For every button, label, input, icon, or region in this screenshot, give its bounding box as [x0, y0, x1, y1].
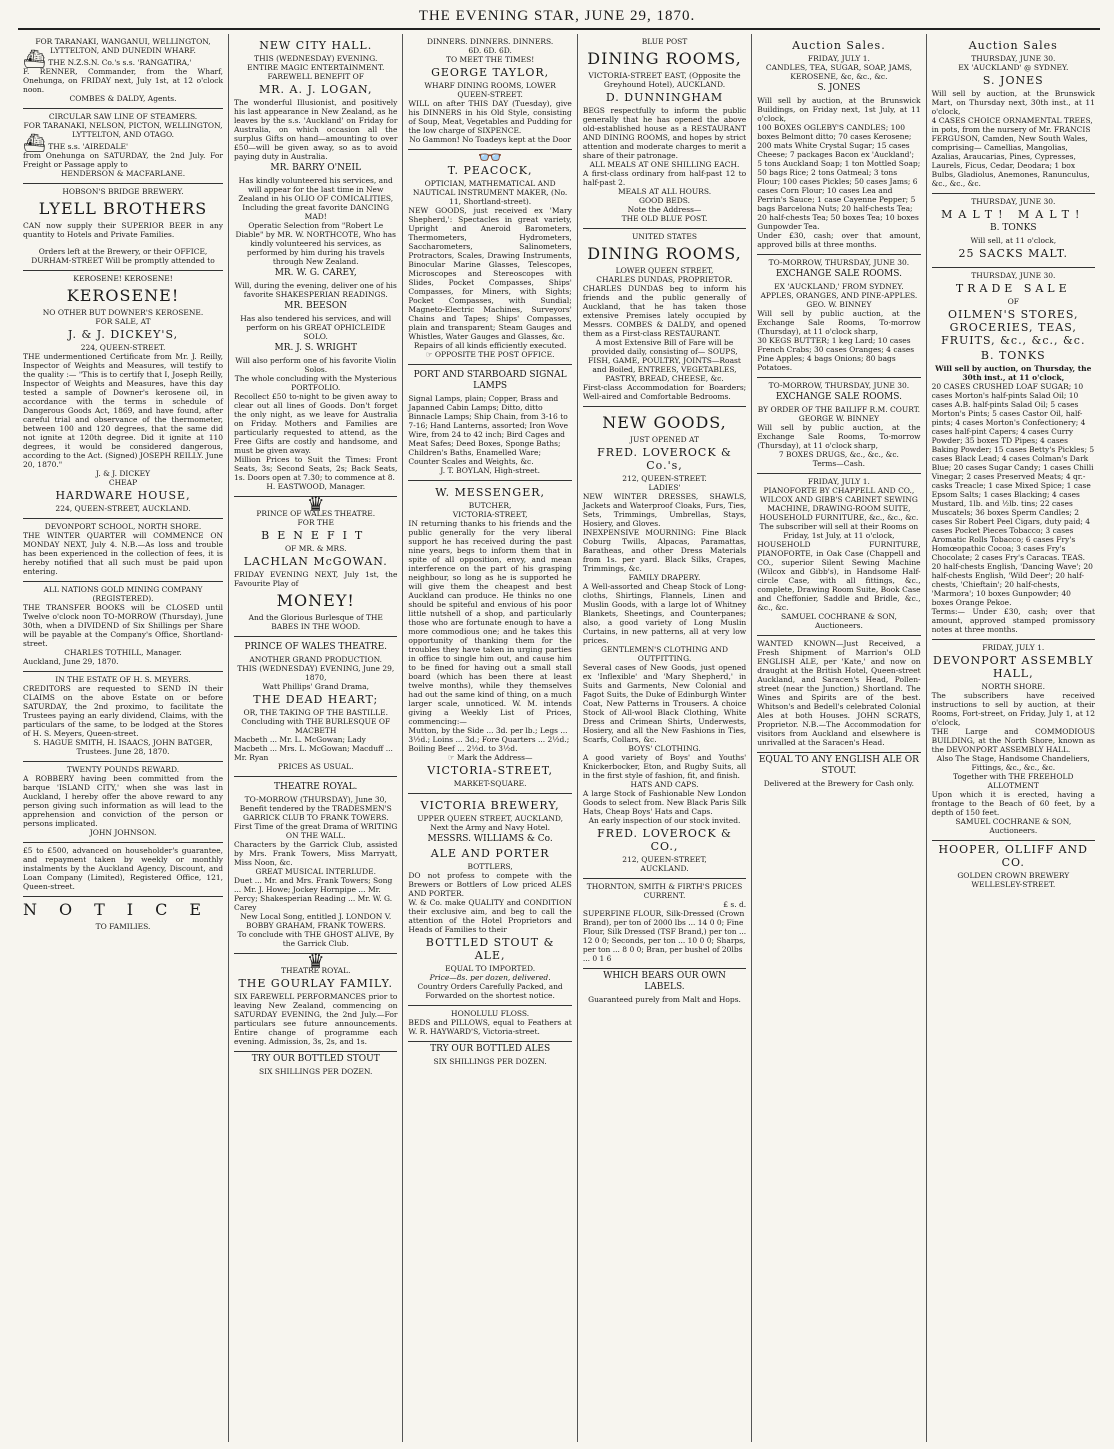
- ad-text: OF MR. & MRS.: [284, 544, 347, 553]
- masthead: THE EVENING STAR, JUNE 29, 1870.: [418, 8, 696, 24]
- ad-text: EX 'AUCKLAND,' FROM SYDNEY.: [774, 282, 904, 291]
- ad-text: THE N.Z.S.N. Co.'s s.s. 'RANGATIRA,': [48, 58, 192, 67]
- ad-subheading: FAMILY DRAPERY.: [628, 573, 701, 582]
- ad-subheading: GEO. W. BINNEY: [806, 300, 872, 309]
- ad-text: GOOD BEDS.: [639, 196, 690, 205]
- ad-ship-line: [23, 133, 223, 154]
- ad-text: VICTORIA-STREET,: [452, 510, 528, 519]
- ad-body: THE TRANSFER BOOKS will be CLOSED until Twelve o'clock noon TO-MORROW (Thursday), June 30th, when a DIVIDEND of Six Shillings per Share will be payable at the Company's Office, Shortland-street.: [23, 603, 224, 648]
- ad-title: TRY OUR BOTTLED ALES: [430, 1044, 551, 1054]
- ad-title: MONEY!: [276, 591, 355, 610]
- ad-subheading: MR. BARRY O'NEIL: [270, 163, 362, 173]
- ad-title: 25 SACKS MALT.: [958, 247, 1069, 260]
- ad-body: Upon which it is erected, having a frontage to the Beach of 60 feet, by a depth of 150 feet.: [931, 790, 1095, 817]
- ad-price-list: Mutton, by the Side ... 3d. per lb.; Legs ... 3½d.; Loins ... 3d.; Fore Quarters ... 2½d.; Boiling Beef ... 2½d. to 3½d.: [408, 726, 570, 753]
- ad-auction-apples: [757, 255, 920, 378]
- ad-address: AUCKLAND.: [640, 864, 689, 873]
- ad-text: 6D. 6D. 6D.: [468, 46, 512, 55]
- ad-signal-lamps: [408, 365, 571, 481]
- ad-united-states: [583, 229, 746, 407]
- ad-text: THIS (WEDNESDAY) EVENING.: [254, 54, 378, 63]
- ad-body: Has also tendered his services, and will perform on his GREAT OPHICLEIDE SOLO.: [240, 314, 392, 341]
- ad-wanted-known: [757, 636, 920, 753]
- ad-title: NEW CITY HALL.: [259, 39, 373, 52]
- ad-kerosene: [23, 271, 223, 519]
- ad-text: Mark the Address—: [456, 753, 533, 762]
- ad-title: NOTICE: [23, 900, 224, 919]
- ship-icon: ⛴: [23, 49, 46, 70]
- ad-text: ANOTHER GRAND PRODUCTION.: [249, 655, 383, 664]
- ad-subheading: EXCHANGE SALE ROOMS.: [775, 392, 902, 402]
- ad-text: GREAT MUSICAL INTERLUDE.: [255, 867, 376, 876]
- ad-title: Auction Sales: [968, 39, 1058, 52]
- ad-body: Will sell by auction, at the Brunswick Buildings, on Friday next, 1st July, at 11 o'clock,: [757, 96, 921, 123]
- ad-subheading: MR. W. G. CAREY,: [274, 268, 357, 278]
- ad-english-ale: [757, 755, 920, 788]
- ad-signature: S. HAGUE SMITH, H. ISAACS, JOHN BATGER, Trustees. June 28, 1870.: [33, 738, 213, 756]
- column-4: [577, 34, 751, 1442]
- ad-signature: H. EASTWOOD, Manager.: [266, 482, 366, 491]
- ad-footer: Orders left at the Brewery, or their OFFICE, DURHAM-STREET Will be promptly attended to: [31, 247, 215, 265]
- ad-body: BEGS respectfully to inform the public generally that he has opened the above old-established house as a RESTAURANT AND DINING ROOMS, and hopes by strict attention and moderate charges to merit a share of their patronage.: [582, 106, 747, 160]
- ad-text: THE OLD BLUE POST.: [621, 214, 708, 223]
- ad-text: FRIDAY, JULY 1.: [982, 643, 1045, 652]
- ad-item-list: 20 CASES CRUSHED LOAF SUGAR; 10 cases Morton's half-pints Salad Oil; 10 cases A.B. half-pints Salad Oil; 5 cases Morton's Pints; 5 cases Castor Oil, half-pints; 4 cases Morton's Confectionery; 4 cases half-pint Capers; 4 cases Curry Powder; 35 boxes TD Pipes; 4 cases Baking Powder; 15 cases Betty's Pickles; 5 cases Black Lead; 4 cases Colman's Dark Blue; 20 cases Sugar Candy; 1 cases Chilli Vinegar; 2 cases Preserved Meats; 4 qr.-casks Treacle; 1 case Mixed Spice; 1 case Epsom Salts; 1 cases Blacking; 4 cases Mustard, 1lb. and ½lb. tins; 22 cases Muscatels; 36 boxes Sperm Candles; 2 cases Sir Robert Peel Cigars, duty paid; 4 cases Pocket Pieces Tobacco; 3 cases Aromatic Rolls Tobacco; 6 cases Fry's Homœopathic Cocoa; 3 cases Fry's Chocolate; 2 cases Fry's Caracas. TEAS. 20 half-chests English, 'Dancing Wave'; 20 half-chests English, 'Wild Deer'; 20 half-chests, 'Chieftain'; 20 half-chests, 'Marmora'; 10 boxes Gunpowder; 40 boxes Orange Pekoe.: [931, 382, 1095, 607]
- ad-peacock-optician: [408, 145, 572, 365]
- ad-title: J. & J. DICKEY'S,: [67, 328, 179, 341]
- ad-heading: TWENTY POUNDS REWARD.: [66, 765, 180, 774]
- ad-body: BEDS and PILLOWS, equal to Feathers at W. R. HAYWARD'S, Victoria-street.: [408, 1018, 572, 1036]
- ad-blue-post: [583, 34, 746, 229]
- ad-price-list: SUPERFINE FLOUR, Silk-Dressed (Crown Brand), per ton of 2000 lbs ... 14 0 0; Fine Flour, Silk Dressed (TSF Brand,) per ton ... 12 0 0; Seconds, per ton ... 10 0 0; Sharps, per ton ... 8 0 0; Bran, per bushel of 20lbs ... 0 1 6: [582, 909, 747, 963]
- ad-title: VICTORIA-STREET,: [427, 764, 553, 777]
- ad-date: Auckland, June 29, 1870.: [23, 657, 119, 666]
- ad-title: DEVONPORT ASSEMBLY HALL,: [932, 654, 1094, 680]
- ad-messenger-butcher: [408, 481, 571, 794]
- ad-trade-sale: [932, 268, 1095, 640]
- ad-title: WHICH BEARS OUR OWN LABELS.: [603, 971, 726, 992]
- ad-text: Guaranteed purely from Malt and Hops.: [588, 995, 741, 1004]
- ad-text: BY ORDER OF THE BAILIFF R.M. COURT.: [757, 405, 921, 414]
- ad-prince-wales-benefit: [234, 492, 398, 637]
- ad-text: No Gammon! No Toadeys kept at the Door: [409, 135, 572, 144]
- ad-text: VICTORIA-STREET EAST, (Opposite the Greyhound Hotel), AUCKLAND.: [588, 71, 741, 89]
- ad-rangatira: [23, 34, 223, 109]
- ad-address: 212, QUEEN-STREET,: [622, 855, 707, 864]
- ad-text: EX 'AUCKLAND' @ SYDNEY.: [958, 63, 1069, 72]
- ad-text: Watt Phillips' Grand Drama,: [262, 682, 370, 691]
- ad-body: F. RENNER, Commander, from the Wharf, Onehunga, on FRIDAY next, July 1st, at 12 o'clock noon.: [23, 67, 224, 94]
- ad-title: TRADE SALE: [955, 282, 1071, 295]
- ad-title: THE GOURLAY FAMILY.: [238, 977, 393, 990]
- ad-title: BENEFIT: [261, 529, 371, 542]
- ad-text: To conclude with THE GHOST ALIVE, By the Garrick Club.: [237, 930, 394, 948]
- ad-title: DINING ROOMS,: [587, 49, 742, 68]
- ad-text: OPTICIAN, MATHEMATICAL AND NAUTICAL INSTRUMENT MAKER, (No. 11, Shortland-street).: [412, 179, 568, 206]
- ad-body: The subscribers have received instructions to sell by auction, at their Rooms, Fort-street, on Friday, July 1, at 12 o'clock,: [931, 691, 1095, 727]
- ad-signature: SAMUEL COCHRANE & SON, Auctioneers.: [780, 612, 897, 630]
- ad-text: THURSDAY, JUNE 30.: [971, 271, 1056, 280]
- ad-title: B. TONKS: [980, 349, 1046, 362]
- ad-body: SIX FAREWELL PERFORMANCES prior to leaving New Zealand, commencing on SATURDAY EVENING, the 2nd July.—For particulars see future announcements. Entire change of programme each evening. Admission, 3s, 2s, and 1s.: [234, 992, 398, 1046]
- ad-heading: KEROSENE! KEROSENE!: [73, 274, 173, 283]
- ad-text: Will sell by auction, on Thursday, the 30th inst., at 11 o'clock,: [935, 364, 1092, 382]
- ad-city-hall: [234, 34, 397, 497]
- ad-heading: IN THE ESTATE OF H. S. MEYERS.: [55, 675, 191, 684]
- ad-heading: FOR TARANAKI, WANGANUI, WELLINGTON, LYTTELTON, AND DUNEDIN WHARF.: [35, 37, 211, 55]
- ad-body: A large Stock of Fashionable New London Goods to select from. New Black Paris Silk Hats, Cheap Boys' Hats and Caps.: [582, 789, 747, 816]
- ad-body: Million Prices to Suit the Times: Front Seats, 3s; Second Seats, 2s; Back Seats, 1s. Doors open at 7.30; to commence at 8.: [234, 455, 398, 482]
- ad-text: The subscriber will sell at their Rooms on Friday, 1st July, at 11 o'clock,: [759, 522, 919, 540]
- ad-text: TO-MORROW, THURSDAY, JUNE 30.: [768, 258, 910, 267]
- ad-labels: [583, 971, 746, 1004]
- ad-devonport-school: [23, 519, 223, 582]
- ad-reward: [23, 762, 223, 843]
- ad-text: Terms—Cash.: [812, 459, 865, 468]
- ad-body: WANTED KNOWN—Just Received, a Fresh Shipment of Marrion's OLD ENGLISH ALE, per 'Kate,' and now on draught at the British Hotel, Queen-street Auckland, and Saracen's Head, Pollen-street (near the Junction,) Shortland. The Wines and Spirits are of the best. Whitson's and Bedell's celebrated Colonial Ales at both Houses. JOHN SCRATS, Proprietor. N.B.—The Accommodation for visitors from Auckland and elsewhere is unrivalled at the Saracen's Head.: [757, 639, 921, 747]
- ad-text: LOWER QUEEN STREET,: [615, 266, 714, 275]
- ad-text: Next the Army and Navy Hotel.: [430, 823, 550, 832]
- ad-text: Together with THE FREEHOLD ALLOTMENT: [953, 772, 1074, 790]
- ad-body: THE undermentioned Certificate from Mr. J. Reilly, Inspector of Weights and Measures, will testify to the quality :— "This is to certify that I, Joseph Reilly, Inspector of Weights and Measures, have this day tested a sample of Downer's kerosene oil, in accordance with the terms in schedule of Dangerous Goods Act, 1869, and have found, after careful trial and observance of the thermometer, between 100 and 120 degrees, that the same did not ignite at 120th degree. Did it ignite at 110 degrees, it would be considered dangerous, according to the Act. (Signed) JOSEPH REILLY. June 20, 1870.": [23, 352, 224, 469]
- ad-title: MR. A. J. LOGAN,: [258, 83, 373, 96]
- ad-body: THE Large and COMMODIOUS BUILDING, at the North Shore, known as the DEVONPORT ASSEMBLY HALL.: [931, 727, 1095, 754]
- ad-signature: SAMUEL COCHRANE & SON, Auctioneers.: [955, 817, 1072, 835]
- ship-icon: ⛴: [23, 133, 46, 154]
- ad-airedale: [23, 109, 223, 184]
- ad-text: BUTCHER,: [468, 501, 512, 510]
- ad-body: First-class Accommodation for Boarders; Well-aired and Comfortable Bedrooms.: [582, 383, 747, 401]
- ad-text: £ s. d.: [723, 900, 747, 909]
- ad-notice: [23, 900, 223, 931]
- columns: [18, 34, 1100, 1442]
- ad-text: Will sell, at 11 o'clock,: [970, 236, 1057, 245]
- ad-text: CANDLES, TEA, SUGAR, SOAP, JAMS, KEROSENE, &c, &c., &c.: [765, 63, 912, 81]
- ad-loverock-new-goods: [583, 407, 746, 879]
- ad-text: Also The Stage, Handsome Chandeliers, Fittings, &c., &c., &c.: [936, 754, 1090, 772]
- ad-subheading: LADIES': [648, 483, 681, 492]
- ad-text: APPLES, ORANGES, AND PINE-APPLES.: [760, 291, 918, 300]
- ad-text: ALL MEALS AT ONE SHILLING EACH.: [589, 160, 740, 169]
- ad-signature: J. T. BOYLAN, High-street.: [440, 466, 540, 475]
- ad-title: EQUAL TO ANY ENGLISH ALE OR STOUT.: [758, 755, 919, 776]
- ad-body: THE WINTER QUARTER will COMMENCE ON MONDAY NEXT, July 4. N.B.—As loss and trouble has been experienced in the collection of fees, it is hereby notified that all such must be paid upon entering.: [23, 531, 224, 576]
- ad-text: Price—8s. per dozen, delivered.: [429, 973, 551, 982]
- ad-title: Auction Sales.: [792, 39, 886, 52]
- masthead-rule: [18, 28, 1100, 30]
- ad-body: Signal Lamps, plain; Copper, Brass and Japanned Cabin Lamps; Ditto, ditto Binnacle Lamps; Ship Chain, from 3-16 to 7-16; Hand Lanterns, assorted; Iron Wove Wire, from 24 to 42 inch; Bird Cages and Meat Safes; Deed Boxes, Sponge Baths; Children's Baths, Enamelled Ware; Counter Scales and Weights, &c.: [408, 394, 569, 466]
- ad-honolulu-floss: [408, 1006, 571, 1042]
- ad-title: LYELL BROTHERS: [38, 199, 208, 218]
- ad-gold-mining: [23, 582, 223, 672]
- ad-text: Delivered at the Brewery for Cash only.: [763, 779, 914, 788]
- ad-body: A Well-assorted and Cheap Stock of Long-cloths, Shirtings, Flannels, Linen and Muslin Goods, with a large lot of Whitney Blankets, Sheetings, and Counterpanes; also, a good variety of Long Muslin Curtains, in new patterns, all at very low prices.: [582, 582, 747, 645]
- ad-title: LACHLAN McGOWAN.: [243, 555, 388, 568]
- ad-heading: UNITED STATES: [631, 232, 698, 241]
- ad-text: Benefit tendered by the TRADESMEN'S GARRICK CLUB TO FRANK TOWERS.: [239, 804, 392, 822]
- ad-gourlay-family: [234, 949, 398, 1052]
- ad-heading: PORT AND STARBOARD SIGNAL LAMPS: [413, 370, 567, 391]
- ad-body: Operatic Selection from "Robert Le Diable" by MR. W. NORTHCOTE, Who has kindly volunteered his services, as performed by him during his travels through New Zealand.: [235, 221, 396, 266]
- ad-subheading: BOYS' CLOTHING.: [628, 744, 701, 753]
- ad-heading: BLUE POST: [641, 37, 688, 46]
- ad-title: FRED. LOVEROCK & CO.,: [597, 827, 732, 853]
- ad-title: VICTORIA BREWERY,: [420, 799, 560, 812]
- ad-text: OR, THE TAKING OF THE BASTILLE.: [243, 708, 388, 717]
- ad-signature: COMBES & DALDY, Agents.: [69, 94, 177, 103]
- ad-victoria-brewery: [408, 794, 571, 1006]
- column-1: [18, 34, 228, 1442]
- ad-text: Country Orders Carefully Packed, and Forwarded on the shortest notice.: [417, 982, 563, 1000]
- ad-signature: JOHN JOHNSON.: [89, 828, 157, 837]
- ad-body: A ROBBERY having been committed from the barque 'ISLAND CITY,' when she was last in Auckland, I hereby offer the above reward to any person giving such information as will lead to the apprehension and conviction of the person or persons implicated.: [23, 774, 224, 828]
- ad-item-list: 30 KEGS BUTTER; 1 keg Lard; 10 cases French Crabs; 30 cases Oranges; 4 cases Pine Apples; 4 bags Onions; 80 bags Potatoes.: [757, 336, 915, 372]
- ad-heading: HOBSON'S BRIDGE BREWERY.: [62, 187, 184, 196]
- ad-auction-drugs: [757, 378, 920, 474]
- ad-subheading: GENTLEMEN'S CLOTHING AND OUTFITTING.: [600, 645, 729, 663]
- ad-auction-malt: [932, 194, 1095, 268]
- ad-text: CHARLES DUNDAS, PROPRIETOR.: [596, 275, 733, 284]
- ad-signature: CHARLES TOTHILL, Manager.: [64, 648, 182, 657]
- ad-auction-trees: [932, 34, 1095, 194]
- ad-auction-pianoforte: [757, 474, 920, 636]
- ad-text: ENTIRE MAGIC ENTERTAINMENT.: [247, 63, 385, 72]
- ad-text: TO-MORROW (THURSDAY), June 30,: [244, 795, 387, 804]
- ad-body: Will, during the evening, deliver one of his favorite SHAKESPERIAN READINGS.: [234, 281, 397, 299]
- ad-text: THE s.s. 'AIREDALE': [48, 142, 129, 151]
- ad-heading: CIRCULAR SAW LINE OF STEAMERS.: [48, 112, 198, 121]
- column-3: [402, 34, 576, 1442]
- royal-crest-icon: ♛: [306, 492, 325, 516]
- ad-body: The whole concluding with the Mysterious PORTFOLIO.: [234, 374, 397, 392]
- ad-text: New Local Song, entitled J. LONDON V. BOBBY GRAHAM, FRANK TOWERS.: [240, 912, 392, 930]
- ad-heading: DINNERS. DINNERS. DINNERS.: [427, 37, 554, 46]
- ad-item-list: 100 BOXES OGLEBY'S CANDLES; 100 boxes Belmont ditto; 70 cases Kerosene; 200 mats White Crystal Sugar; 15 cases Cheese; 7 packages Bacon ex 'Auckland'; 5 tons Auckland Soap; 1 ton Mottled Soap; 50 bags Rice; 2 tons Oatmeal; 3 tons Flour; 100 cases Pickles; 50 cases Jams; 6 cases Corn Flour; 10 cases Lea and Perrin's Sauce; 1 case Cayenne Pepper; 5 bags Barcelona Nuts; 20 half-chests Tea; 20 half-chests Tea; 50 boxes Tea; 10 boxes Gunpowder Tea.: [757, 123, 921, 231]
- ad-heading: HONOLULU FLOSS.: [451, 1009, 530, 1018]
- ad-text: PRICES AS USUAL.: [277, 762, 354, 771]
- ad-text: GOLDEN CROWN BREWERY: [957, 871, 1070, 880]
- ad-subheading: MR. BEESON: [284, 301, 348, 311]
- royal-crest-icon: ♛: [306, 949, 325, 973]
- ad-address: 224, QUEEN-STREET.: [80, 343, 166, 352]
- ad-text: WHARF DINING ROOMS, LOWER QUEEN-STREET.: [424, 81, 556, 99]
- ad-heading: THORNTON, SMITH & FIRTH'S PRICES CURRENT.: [586, 882, 743, 900]
- ad-lyell-brothers: [23, 184, 223, 271]
- ad-text: SIX SHILLINGS PER DOZEN.: [259, 1067, 373, 1076]
- ad-body: Characters by the Garrick Club, assisted by Mrs. Frank Towers, Miss Marryatt, Miss Noon, &c.: [234, 840, 398, 867]
- ad-body: A first-class ordinary from half-past 12 to half-past 2.: [582, 169, 747, 187]
- ad-theatre-royal-garrick: [234, 777, 397, 954]
- ad-title: ALE AND PORTER: [430, 847, 550, 860]
- pointing-hand-icon: ☞: [447, 753, 455, 762]
- ad-bottled-ales: [408, 1044, 571, 1066]
- ad-text-line: [408, 753, 571, 762]
- ad-body: Macbeth ... Mr. L. McGowan; Lady Macbeth ... Mrs. L. McGowan; Macduff ... Mr. Ryan: [234, 735, 393, 762]
- ad-subheading: PIANOFORTE BY CHAPPELL AND CO., WILCOX AND GIBB'S CABINET SEWING MACHINE, DRAWING-ROOM SUITE, HOUSEHOLD FURNITURE, &c., &c., &c.: [759, 486, 919, 522]
- ad-text: THURSDAY, JUNE 30.: [971, 54, 1056, 63]
- ad-text: 7 BOXES DRUGS, &c., &c., &c.: [778, 450, 899, 459]
- ad-title: HARDWARE HOUSE,: [55, 489, 191, 502]
- column-2: [228, 34, 402, 1442]
- ad-text: FOR SALE, AT: [95, 317, 151, 326]
- ad-title: OILMEN'S STORES, GROCERIES, TEAS, FRUITS, &c., &c., &c.: [941, 308, 1086, 347]
- ad-title: FRED. LOVEROCK & Co.'s,: [597, 446, 732, 472]
- ad-heading: PRINCE OF WALES THEATRE.: [244, 642, 388, 652]
- ad-text: OF: [1007, 297, 1019, 306]
- ad-body: IN returning thanks to his friends and the public generally for the very liberal support he has received during the past nine years, begs to inform them that in spite of all opposition, envy, and mean interference on the part of his grasping neighbour, so long as he is supported he will give them the cheapest and best Auckland can produce. He thinks no one should be spiteful and envious of his poor little nutshell of a shop, and particularly those who are fortunate enough to have a more commodious one; and he takes this opportunity of thanking them for the troubles they have taken in urging parties in office to single him out, and cause him to be fined for having out a small stall board (which has been there at least twelve months), while they themselves had out the same kind of thing, on a much larger scale, unnoticed. W. M. intends giving a Weekly List of Prices, commencing:—: [408, 519, 572, 726]
- ad-heading: PRINCE OF WALES THEATRE.: [256, 509, 376, 518]
- ad-body: NEW WINTER DRESSES, SHAWLS, Jackets and Waterproof Cloaks, Furs, Ties, Sets, Trimmings, Umbrellas, Stays, Hosiery, and Gloves.: [582, 492, 747, 528]
- ad-body: Will sell by auction, at the Brunswick Mart, on Thursday next, 30th inst., at 11 o'clock,: [931, 89, 1095, 116]
- ad-text: Repairs of all kinds efficiently executed.: [413, 341, 567, 350]
- ad-signature: HENDERSON & MACFARLANE.: [60, 169, 186, 178]
- ad-text: UPPER QUEEN STREET, AUCKLAND,: [417, 814, 564, 823]
- ad-body: Will sell by public auction, at the Exchange Sale Rooms, To-morrow (Thursday), at 11 o'clock sharp,: [757, 423, 921, 450]
- ad-body: FRIDAY EVENING NEXT, July 1st, the Favourite Play of: [234, 570, 398, 588]
- ad-loan: [23, 843, 223, 897]
- ad-subheading: S. JONES: [817, 83, 861, 93]
- ad-devonport-hall: [932, 640, 1095, 841]
- ad-body: W. & Co. make QUALITY and CONDITION their exclusive aim, and beg to call the attention of the Hotel Proprietors and Heads of Families to their: [408, 898, 572, 934]
- ad-text: FRIDAY, JULY 1.: [807, 477, 870, 486]
- ad-text: CHEAP: [108, 478, 138, 487]
- ad-prince-wales-production: [234, 637, 397, 777]
- ad-text: TO MEET THE TIMES!: [446, 55, 535, 64]
- ad-subheading: B. TONKS: [990, 223, 1037, 233]
- ad-meyers-estate: [23, 672, 223, 762]
- ad-text: THIS (WEDNESDAY) EVENING, June 29, 1870,: [237, 664, 395, 682]
- ad-text: FOR THE: [297, 518, 334, 527]
- ad-body: CHARLES DUNDAS beg to inform his friends and the public generally of Auckland, that he has taken those extensive Premises lately occupied by Messrs. COMBES & DALDY, and opened them as a First-class RESTAURANT.: [582, 284, 747, 338]
- ad-text: MARKET-SQUARE.: [453, 779, 527, 788]
- ad-text: TO-MORROW, THURSDAY, JUNE 30.: [768, 381, 910, 390]
- ad-body: WILL on after THIS DAY (Tuesday), give his DINNERS in his Old Style, consisting of Soup, Meat, Vegetables and Pudding for the low charge of SIXPENCE.: [408, 99, 572, 135]
- ad-body: Under £30, cash; over that amount, approved bills at three months.: [757, 231, 921, 249]
- ad-menu: A most Extensive Bill of Fare will be provided daily, consisting of— SOUPS, FISH, GAME, POULTRY, JOINTS—Roast and Boiled, ENTREES, VEGETABLES, PASTRY, BREAD, CHEESE, &c.: [588, 338, 741, 383]
- column-5: [751, 34, 925, 1442]
- ad-title: HOOPER, OLLIFF AND CO.: [938, 843, 1089, 869]
- ad-ship-line: [23, 49, 223, 70]
- ad-text: OPPOSITE THE POST OFFICE.: [434, 350, 555, 359]
- ad-title: T. PEACOCK,: [447, 164, 533, 177]
- ad-body: Recollect £50 to-night to be given away to clear out all lines of Goods. Don't forget the only night, as we leave for Australia on Friday. Mothers and Families are particularly requested to attend, as the Free Gifts are costly and handsome, and must be given away.: [234, 392, 398, 455]
- ad-title: GEORGE TAYLOR,: [431, 66, 550, 79]
- ad-title: D. DUNNINGHAM: [605, 91, 724, 104]
- ad-body: And the Glorious Burlesque of THE BABES IN THE WOOD.: [248, 613, 383, 631]
- ad-title: KEROSENE!: [66, 286, 180, 305]
- ad-text: WELLESLEY-STREET.: [971, 880, 1056, 889]
- ad-text: JUST OPENED AT: [630, 435, 699, 444]
- ad-subheading: TO FAMILIES.: [95, 922, 151, 931]
- ad-subheading: EXCHANGE SALE ROOMS.: [775, 269, 902, 279]
- ad-body: The wonderful Illusionist, and positively his last appearance in New Zealand, as he leaves by the s.s. 'Auckland' on Friday for Australia, on which occasion all the surplus Gifts on hand—amounting to over £50—will be given away, so as to avoid paying duty in Australia.: [234, 98, 398, 161]
- ad-body: HOUSEHOLD FURNITURE, PIANOFORTE, in Oak Case (Chappell and CO., superior Silent Sewing Machine (Wilcox and Gibb's), in Handsome Half-circle Case, with all fittings, &c., complete, Drawing Room Suite, Book Case and Cheffonier, Saddle and Bridle, &c., &c., &c.: [757, 540, 921, 612]
- ad-body: DO not profess to compete with the Brewers or Bottlers of Low priced ALES AND PORTER.: [408, 871, 572, 898]
- ad-heading: THEATRE ROYAL.: [274, 782, 358, 792]
- ad-heading: ALL NATIONS GOLD MINING COMPANY (REGISTERED).: [43, 585, 203, 603]
- ad-dinners: [408, 34, 571, 150]
- ad-auction-candles: [757, 34, 920, 255]
- ad-title: S. JONES: [982, 74, 1044, 87]
- ad-heading: DEVONPORT SCHOOL, NORTH SHORE.: [44, 522, 202, 531]
- ad-text: MEALS AT ALL HOURS.: [617, 187, 712, 196]
- ad-title: BOTTLED STOUT & ALE,: [425, 936, 555, 962]
- ad-heading: THEATRE ROYAL.: [280, 966, 351, 975]
- ad-subheading: MESSRS. WILLIAMS & Co.: [427, 834, 553, 844]
- ad-text: THURSDAY, JUNE 30.: [971, 197, 1056, 206]
- ad-signature: J. & J. DICKEY: [95, 469, 151, 478]
- ad-text: Note the Address—: [627, 205, 702, 214]
- ad-body: from Onehunga on SATURDAY, the 2nd July. For Freight or Passage apply to: [23, 151, 224, 169]
- ad-bottled-stout: [234, 1054, 397, 1076]
- ad-body: Terms:— Under £30, cash; over that amount, approved stamped promissory notes at three months.: [931, 607, 1095, 634]
- ad-title: DINING ROOMS,: [587, 244, 742, 263]
- ad-title: THE DEAD HEART;: [253, 693, 379, 706]
- ad-text: NORTH SHORE.: [981, 682, 1046, 691]
- ad-prices-current: [583, 879, 746, 969]
- ad-title: W. MESSENGER,: [435, 486, 546, 499]
- ad-address: 224, QUEEN-STREET, AUCKLAND.: [55, 504, 191, 513]
- pointing-hand-icon: ☞: [425, 350, 433, 359]
- ad-address: 212, QUEEN-STREET.: [622, 474, 707, 483]
- ad-subheading: HATS AND CAPS.: [630, 780, 699, 789]
- ad-text: Concluding with THE BURLESQUE OF MACBETH: [241, 717, 391, 735]
- ad-body: £5 to £500, advanced on householder's guarantee, and repayment taken by weekly or monthly instalments by the Auckland Agency, Discount, and Loan Company (Limited), Registered Office, 121, Queen-street.: [23, 846, 224, 891]
- column-6: [926, 34, 1100, 1442]
- ad-text: FAREWELL BENEFIT OF: [267, 72, 364, 81]
- ad-subheading: NO OTHER BUT DOWNER'S KEROSENE.: [42, 308, 204, 317]
- ad-hooper-olliff: [932, 843, 1095, 889]
- ad-body: INEXPENSIVE MOURNING: Fine Black Coburg Twills, Alpacas, Paramattas, Baratheas, and other Dress Materials from 1s. per yard. Black Silks, Crapes, Trimmings, &c.: [582, 528, 747, 573]
- ad-body: CAN now supply their SUPERIOR BEER in any quantity to Hotels and Private Families.: [23, 221, 224, 239]
- ad-item-list: 4 CASES CHOICE ORNAMENTAL TREES, in pots, from the nursery of Mr. FRANCIS FERGUSON, Camden, New South Wales, comprising— Camellias, Mangolias, Azalias, Araucarias, Pines, Cypresses, Laurels, Ficus, Cedar, Deodara; 1 box Bulbs, Gladiolus, Anemones, Ranunculus, &c., &c., &c.: [931, 116, 1093, 188]
- ad-text: BOTTLERS,: [467, 862, 513, 871]
- ad-body: Has kindly volunteered his services, and will appear for the last time in New Zealand in his OLIO OF COMICALITIES, Including the great favorite DANCING MAD!: [238, 176, 394, 221]
- ad-text: FRIDAY, JULY 1.: [807, 54, 870, 63]
- ad-body: CREDITORS are requested to SEND IN their CLAIMS on the above Estate on or before SATURDAY, the 2nd proximo, to facilitate the Trustees paying an early dividend, Claims, with the particulars of the same, to be lodged at the Stores of H. S. Meyers, Queen-street.: [23, 684, 224, 738]
- ad-text: EQUAL TO IMPORTED.: [445, 964, 536, 973]
- ad-body: A good variety of Boys' and Youths' Knickerbocker, Eton, and Rugby Suits, all in the first style of fashion, fit, and finish.: [582, 753, 747, 780]
- ad-text: SIX SHILLINGS PER DOZEN.: [433, 1057, 547, 1066]
- ad-text: First Time of the great Drama of WRITING ON THE WALL.: [234, 822, 398, 840]
- ad-body: Duet ... Mr. and Mrs. Frank Towers; Song ... Mr. J. Howe; Jockey Hornpipe ... Mr. Percy; Shakesperian Reading ... Mr. W. G. Carey: [234, 876, 393, 912]
- ad-body: Will also perform one of his favorite Violin Solos.: [235, 356, 397, 374]
- ad-title: NEW GOODS,: [602, 413, 727, 432]
- ad-title: MALT! MALT!: [941, 208, 1086, 221]
- ad-title: TRY OUR BOTTLED STOUT: [251, 1054, 380, 1064]
- ad-subheading: MR. J. S. WRIGHT: [274, 343, 357, 353]
- ad-body: Several cases of New Goods, just opened ex 'Inflexible' and 'Mary Shepherd,' in Suits and Garments, New Colonial and Fagot Suits, the Duke of Edinburgh Winter Coat, New Patterns in Trousers. A choice Stock of All-wool Black Clothing, White Dress and Crimean Shirts, Underwests, Hosiery, and all the New Fashions in Ties, Scarfs, Collars, &c.: [582, 663, 747, 744]
- ad-subheading: GEORGE W. BINNEY: [798, 414, 880, 423]
- ad-body: Will sell by public auction, at the Exchange Sale Rooms, To-morrow (Thursday), at 11 o'clock sharp,: [757, 309, 921, 336]
- ad-text: An early inspection of our stock invited.: [588, 816, 741, 825]
- spectacles-icon: 👓: [477, 145, 503, 169]
- ad-subheading: FOR TARANAKI, NELSON, PICTON, WELLINGTON, LYTTELTON, AND OTAGO.: [23, 121, 223, 139]
- ad-text-line: [408, 350, 571, 359]
- ad-body: NEW GOODS, just received ex 'Mary Shepherd,': Spectacles in great variety, Upright and Aneroid Barometers, Thermometers, Hydrometers, Saccharometers, Salinometers, Protractors, Scales, Drawing Instruments, Binocular Marine Glasses, Telescopes, Microscopes and Stereoscopes with Slides, Pocket Compasses, Ships' Compasses, for Miners, with Sights; Pocket Compasses, with Sundial; Magneto-Electric Machines, Surveyors' Chains and Tapes; Ships' Compasses, plain and transparent; Steam Gauges and Whistles, Water Gauges and Glasses, &c.: [408, 206, 572, 341]
